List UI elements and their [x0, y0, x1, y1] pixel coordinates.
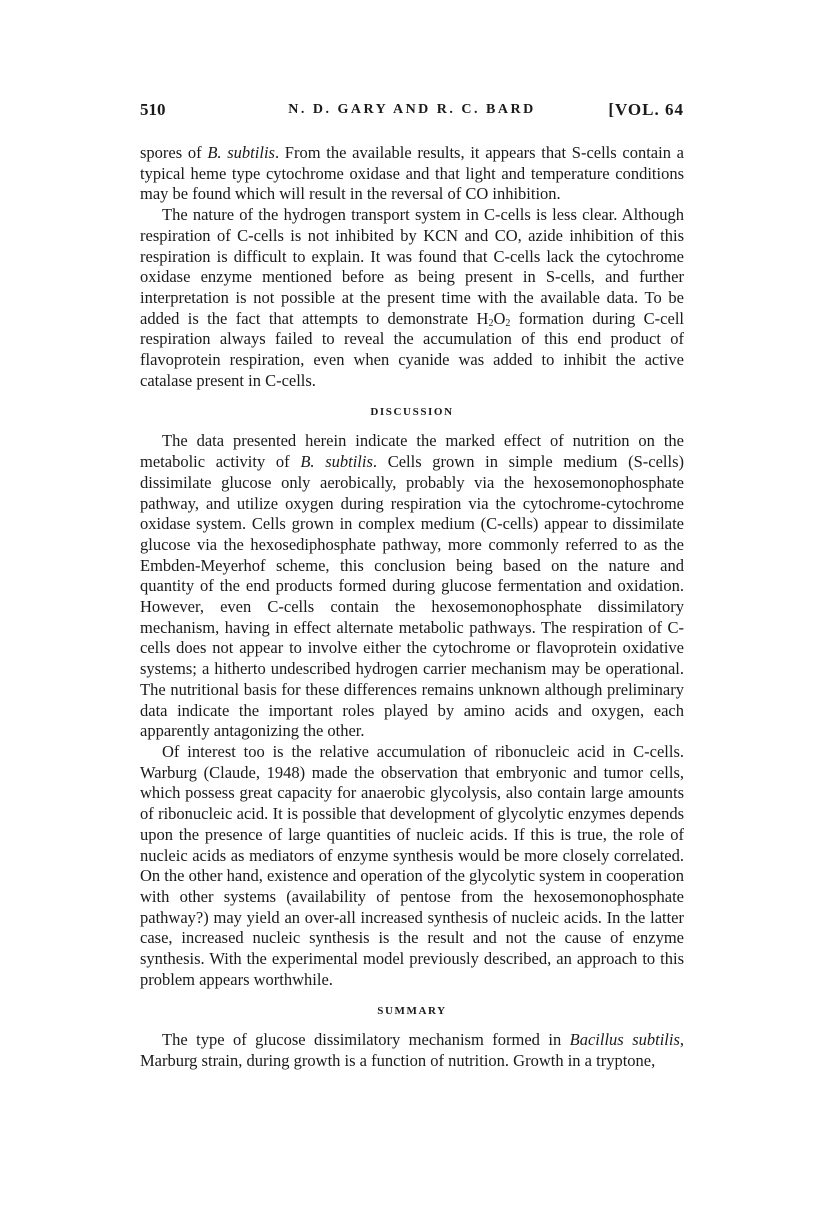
species-name: B. subtilis: [300, 452, 373, 472]
volume-label: [VOL. 64: [608, 100, 684, 119]
paragraph-summary: [140, 1030, 684, 1071]
page-number: 510: [140, 100, 166, 119]
paragraph-ribonucleic-acid: Of interest too is the relative accumulation of ribonucleic acid in C-cells. Warburg (Claude, 1948) made the observation that embryonic and tumor cells, which possess great capacity for anaerobic glycolysis, also contain large amounts of ribonucleic acid. It is possible that development of glycolytic enzymes depends upon the presence of large quantities of nucleic acids. If this is true, the role of nucleic acids as mediators of enzyme synthesis would be more closely correlated. On the other hand, existence and operation of the glycolytic system in cooperation with other systems (availability of pentose from the hexosemonophosphate pathway?) may yield an over-all increased synthesis of nucleic acids. In the latter case, increased nucleic synthesis is the result and not the cause of enzyme synthesis. With the experimental model previously described, an approach to this problem appears worthwhile.: [140, 741, 684, 989]
text-span: spores of: [140, 143, 208, 162]
text-span: . From the available results, it appears that S-cells contain a typical heme type cytochrome oxidase and that light and temperature conditions may be found which will result in the reversal of CO inhibition.: [140, 143, 684, 204]
species-name: B. subtilis: [207, 143, 275, 162]
paragraph-discussion: [140, 431, 684, 742]
paragraph-hydrogen-transport: [140, 205, 684, 391]
paragraph-continued: [140, 143, 684, 205]
summary-heading: SUMMARY: [377, 1005, 447, 1018]
subscript: 2: [488, 317, 494, 329]
species-name: Bacillus subtilis: [569, 1030, 680, 1050]
subscript: 2: [505, 317, 511, 329]
article-body: [140, 143, 684, 1072]
text-span: The nature of the hydrogen transport system in C-cells is less clear. Although respiration of C-cells is not inhibited by KCN and CO, azide inhibition of this respiration is difficult to explain. It was found that C-cells lack the cytochrome oxidase enzyme mentioned before as being present in S-cells, and further interpretation is not possible at the present time with the available data. To be added is the fact that attempts to demonstrate H: [140, 205, 684, 328]
text-span: formation during C-cell respiration always failed to reveal the accumulation of this end product of flavoprotein respiration, even when cyanide was added to inhibit the active catalase present in C-cells.: [140, 308, 684, 390]
text-span: . Cells grown in simple medium (S-cells) dissimilate glucose only aerobically, probably via the hexosemonophosphate pathway, and utilize oxygen during respiration via the cytochrome-cytochrome oxidase system. Cells grown in complex medium (C-cells) appear to dissimilate glucose via the hexosediphosphate pathway, more commonly referred to as the Embden-Meyerhof scheme, this conclusion being based on the nature and quantity of the end products formed during glucose fermentation and oxidation. However, even C-cells contain the hexosemonophosphate dissimilatory mechanism, having in effect alternate metabolic pathways. The respiration of C-cells does not appear to involve either the cytochrome or flavoprotein oxidative systems; a hitherto undescribed hydrogen carrier mechanism may be operational. The nutritional basis for these differences remains unknown although preliminary data indicate the important roles played by amino acids and oxygen, each apparently antagonizing the other.: [140, 452, 684, 741]
running-header: [140, 100, 684, 124]
text-span: O: [493, 308, 506, 328]
running-authors: N. D. GARY AND R. C. BARD: [288, 102, 536, 117]
text-span: The data presented herein indicate the marked effect of nutrition on the metabolic activity of: [140, 431, 684, 472]
text-span: , Marburg strain, during growth is a function of nutrition. Growth in a tryptone,: [140, 1030, 684, 1071]
discussion-heading: DISCUSSION: [370, 406, 454, 419]
text-span: The type of glucose dissimilatory mechanism formed in: [162, 1030, 570, 1050]
